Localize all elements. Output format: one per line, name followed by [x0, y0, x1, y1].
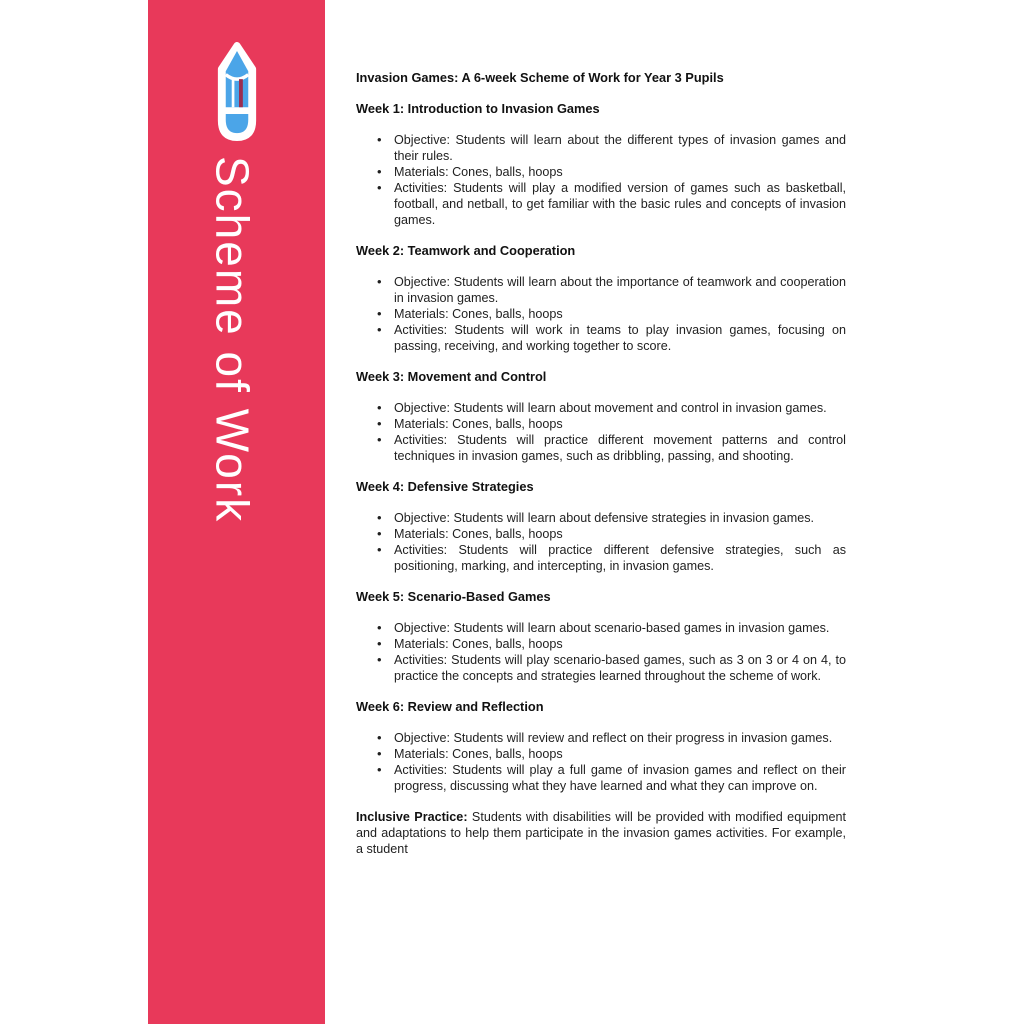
week-2-heading: Week 2: Teamwork and Cooperation	[356, 243, 576, 258]
bullet-item: • Materials: Cones, balls, hoops	[394, 746, 846, 762]
bullet-item: • Objective: Students will review and reflect on their progress in invasion games.	[394, 730, 846, 746]
week-2-bullets	[356, 274, 846, 354]
inclusive-practice-text: Students with disabilities will be provided with modified equipment and adaptations to help them participate in the invasion games activities. For example, a student	[356, 810, 846, 856]
week-3-heading: Week 3: Movement and Control	[356, 369, 547, 384]
week-4-heading: Week 4: Defensive Strategies	[356, 479, 534, 494]
week-1-heading: Week 1: Introduction to Invasion Games	[356, 101, 600, 116]
bullet-item: • Objective: Students will learn about the importance of teamwork and cooperation in invasion games.	[394, 274, 846, 306]
bullet-item: • Objective: Students will learn about defensive strategies in invasion games.	[394, 510, 846, 526]
bullet-item: • Activities: Students will practice different defensive strategies, such as positioning, marking, and intercepting, in invasion games.	[394, 542, 846, 574]
bullet-item: • Objective: Students will learn about the different types of invasion games and their rules.	[394, 132, 846, 164]
bullet-item: • Objective: Students will learn about movement and control in invasion games.	[394, 400, 846, 416]
document-title: Invasion Games: A 6-week Scheme of Work for Year 3 Pupils	[356, 70, 724, 85]
sidebar	[148, 0, 325, 1024]
week-3-section	[356, 369, 846, 464]
week-4-bullets	[356, 510, 846, 574]
bullet-item: • Objective: Students will learn about scenario-based games in invasion games.	[394, 620, 846, 636]
week-2-section	[356, 243, 846, 354]
week-5-heading: Week 5: Scenario-Based Games	[356, 589, 551, 604]
week-1-bullets	[356, 132, 846, 228]
bullet-item: • Activities: Students will work in teams to play invasion games, focusing on passing, receiving, and working together to score.	[394, 322, 846, 354]
bullet-item: • Materials: Cones, balls, hoops	[394, 636, 846, 652]
document-page	[356, 70, 846, 872]
bullet-item: • Activities: Students will practice different movement patterns and control techniques in invasion games, such as dribbling, passing, and shooting.	[394, 432, 846, 464]
week-3-bullets	[356, 400, 846, 464]
bullet-item: • Materials: Cones, balls, hoops	[394, 164, 846, 180]
bullet-item: • Materials: Cones, balls, hoops	[394, 416, 846, 432]
week-4-section	[356, 479, 846, 574]
sidebar-title: Scheme of Work	[206, 156, 259, 524]
inclusive-practice-label: Inclusive Practice:	[356, 810, 468, 824]
week-6-section	[356, 699, 846, 794]
inclusive-practice-paragraph	[356, 809, 846, 857]
bullet-item: • Activities: Students will play scenario-based games, such as 3 on 3 or 4 on 4, to practice the concepts and strategies learned throughout the scheme of work.	[394, 652, 846, 684]
week-5-section	[356, 589, 846, 684]
bullet-item: • Activities: Students will play a modified version of games such as basketball, football, and netball, to get familiar with the basic rules and concepts of invasion games.	[394, 180, 846, 228]
bullet-item: • Materials: Cones, balls, hoops	[394, 306, 846, 322]
week-1-section	[356, 101, 846, 228]
pencil-icon	[201, 42, 273, 141]
bullet-item: • Activities: Students will play a full game of invasion games and reflect on their progress, discussing what they have learned and what they can improve on.	[394, 762, 846, 794]
week-6-heading: Week 6: Review and Reflection	[356, 699, 544, 714]
week-6-bullets	[356, 730, 846, 794]
bullet-item: • Materials: Cones, balls, hoops	[394, 526, 846, 542]
week-5-bullets	[356, 620, 846, 684]
